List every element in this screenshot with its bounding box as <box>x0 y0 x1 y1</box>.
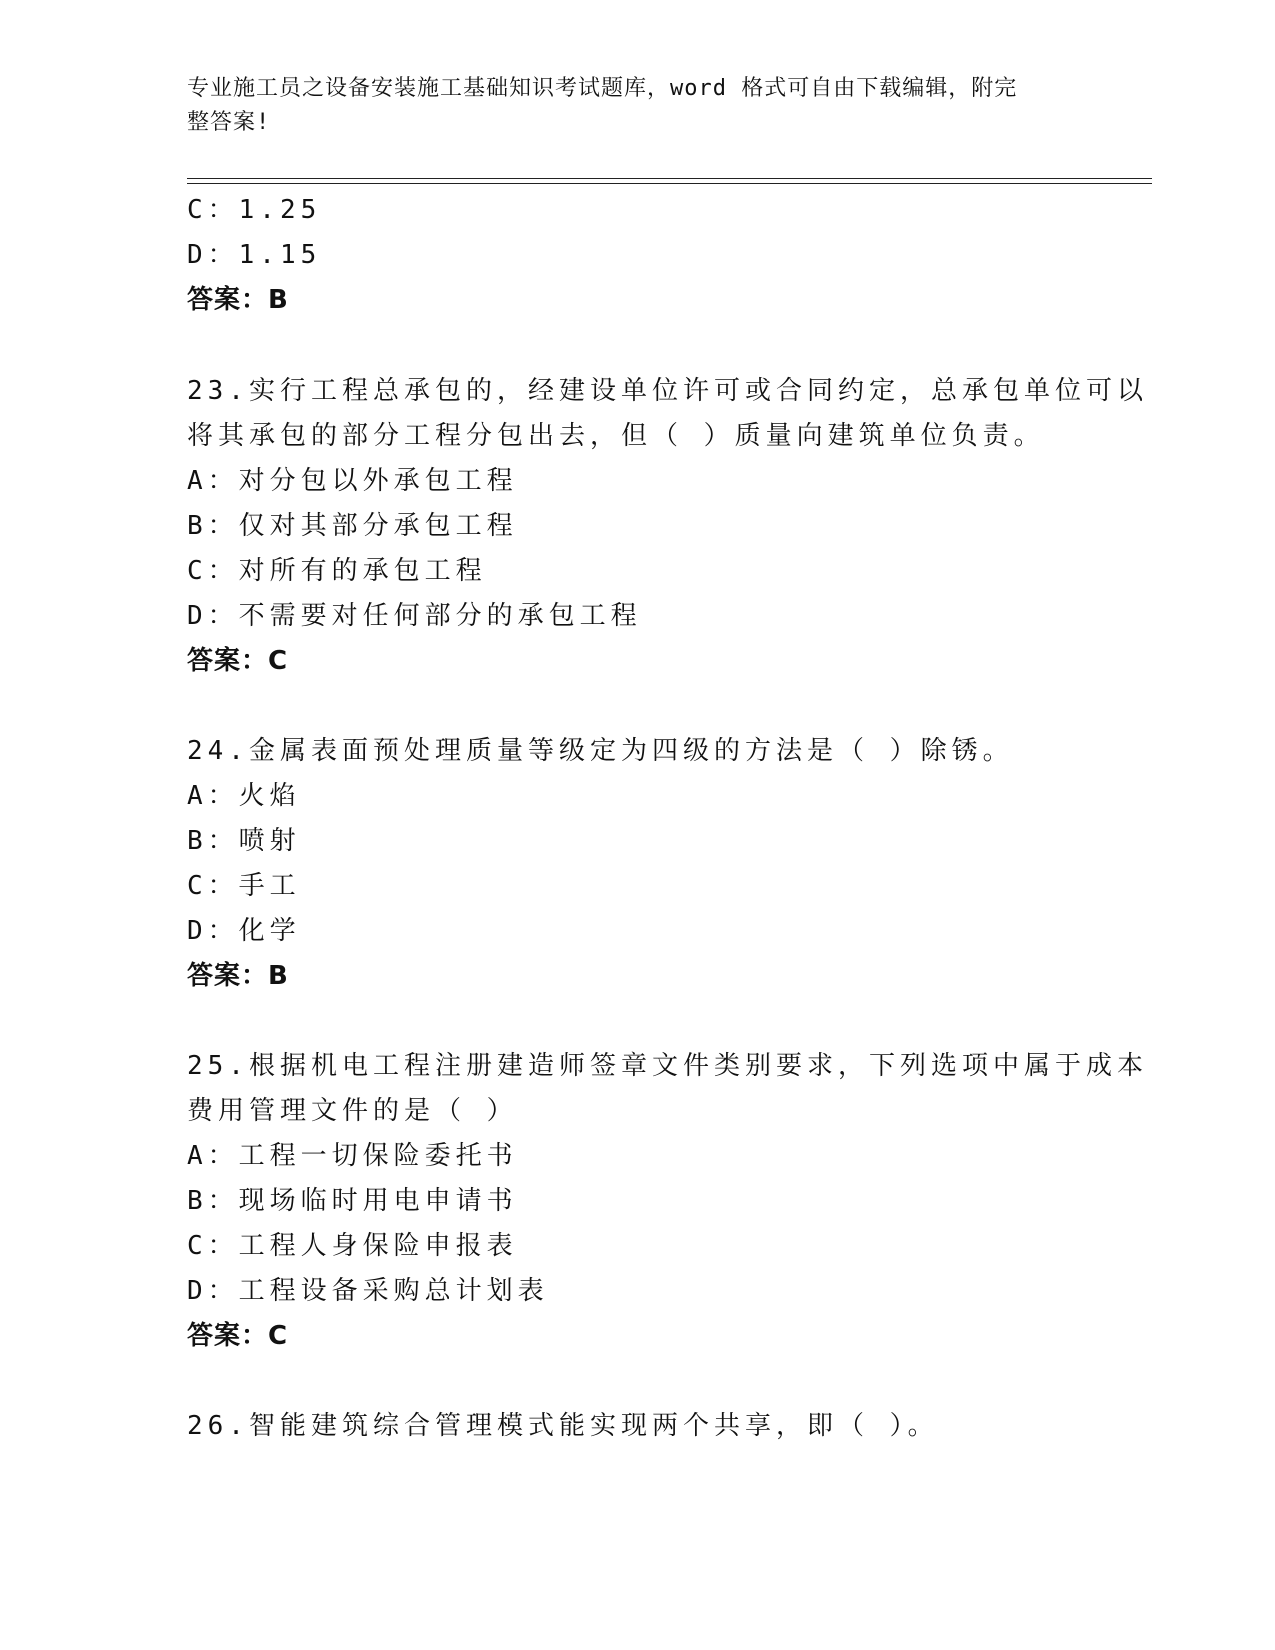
q23-option-a: A：对分包以外承包工程 <box>187 466 518 496</box>
q22-option-c: C：1.25 <box>187 195 322 225</box>
q23-option-c: C：对所有的承包工程 <box>187 556 487 586</box>
document-header <box>187 72 1067 140</box>
q24-answer: 答案：B <box>187 961 289 991</box>
q24-option-d: D：化学 <box>187 916 301 946</box>
q25-stem-line-2: 费用管理文件的是（ ） <box>187 1096 518 1126</box>
q25-stem-line-1: 25.根据机电工程注册建造师签章文件类别要求，下列选项中属于成本 <box>187 1051 1148 1081</box>
header-divider-top <box>187 178 1152 179</box>
q25-option-b: B：现场临时用电申请书 <box>187 1186 518 1216</box>
q25-option-c: C：工程人身保险申报表 <box>187 1231 518 1261</box>
q22-option-d: D：1.15 <box>187 240 322 270</box>
q23-stem-line-2: 将其承包的部分工程分包出去，但（ ）质量向建筑单位负责。 <box>187 421 1045 451</box>
q24-option-b: B：喷射 <box>187 826 301 856</box>
q23-option-b: B：仅对其部分承包工程 <box>187 511 518 541</box>
q22-answer: 答案：B <box>187 285 289 315</box>
header-line-2: 整答案! <box>187 110 271 135</box>
q26-stem-line-1: 26.智能建筑综合管理模式能实现两个共享，即（ ）。 <box>187 1411 939 1441</box>
header-divider-bottom <box>187 183 1152 184</box>
q23-answer: 答案：C <box>187 646 289 676</box>
header-line-1: 专业施工员之设备安装施工基础知识考试题库，word 格式可自由下载编辑，附完 <box>187 76 1018 101</box>
q25-option-a: A：工程一切保险委托书 <box>187 1141 518 1171</box>
q24-stem-line-1: 24.金属表面预处理质量等级定为四级的方法是（ ）除锈。 <box>187 736 1014 766</box>
q24-option-a: A：火焰 <box>187 781 301 811</box>
q25-answer: 答案：C <box>187 1321 289 1351</box>
q23-option-d: D：不需要对任何部分的承包工程 <box>187 601 642 631</box>
q25-option-d: D：工程设备采购总计划表 <box>187 1276 549 1306</box>
q24-option-c: C：手工 <box>187 871 301 901</box>
q23-stem-line-1: 23.实行工程总承包的，经建设单位许可或合同约定，总承包单位可以 <box>187 376 1148 406</box>
